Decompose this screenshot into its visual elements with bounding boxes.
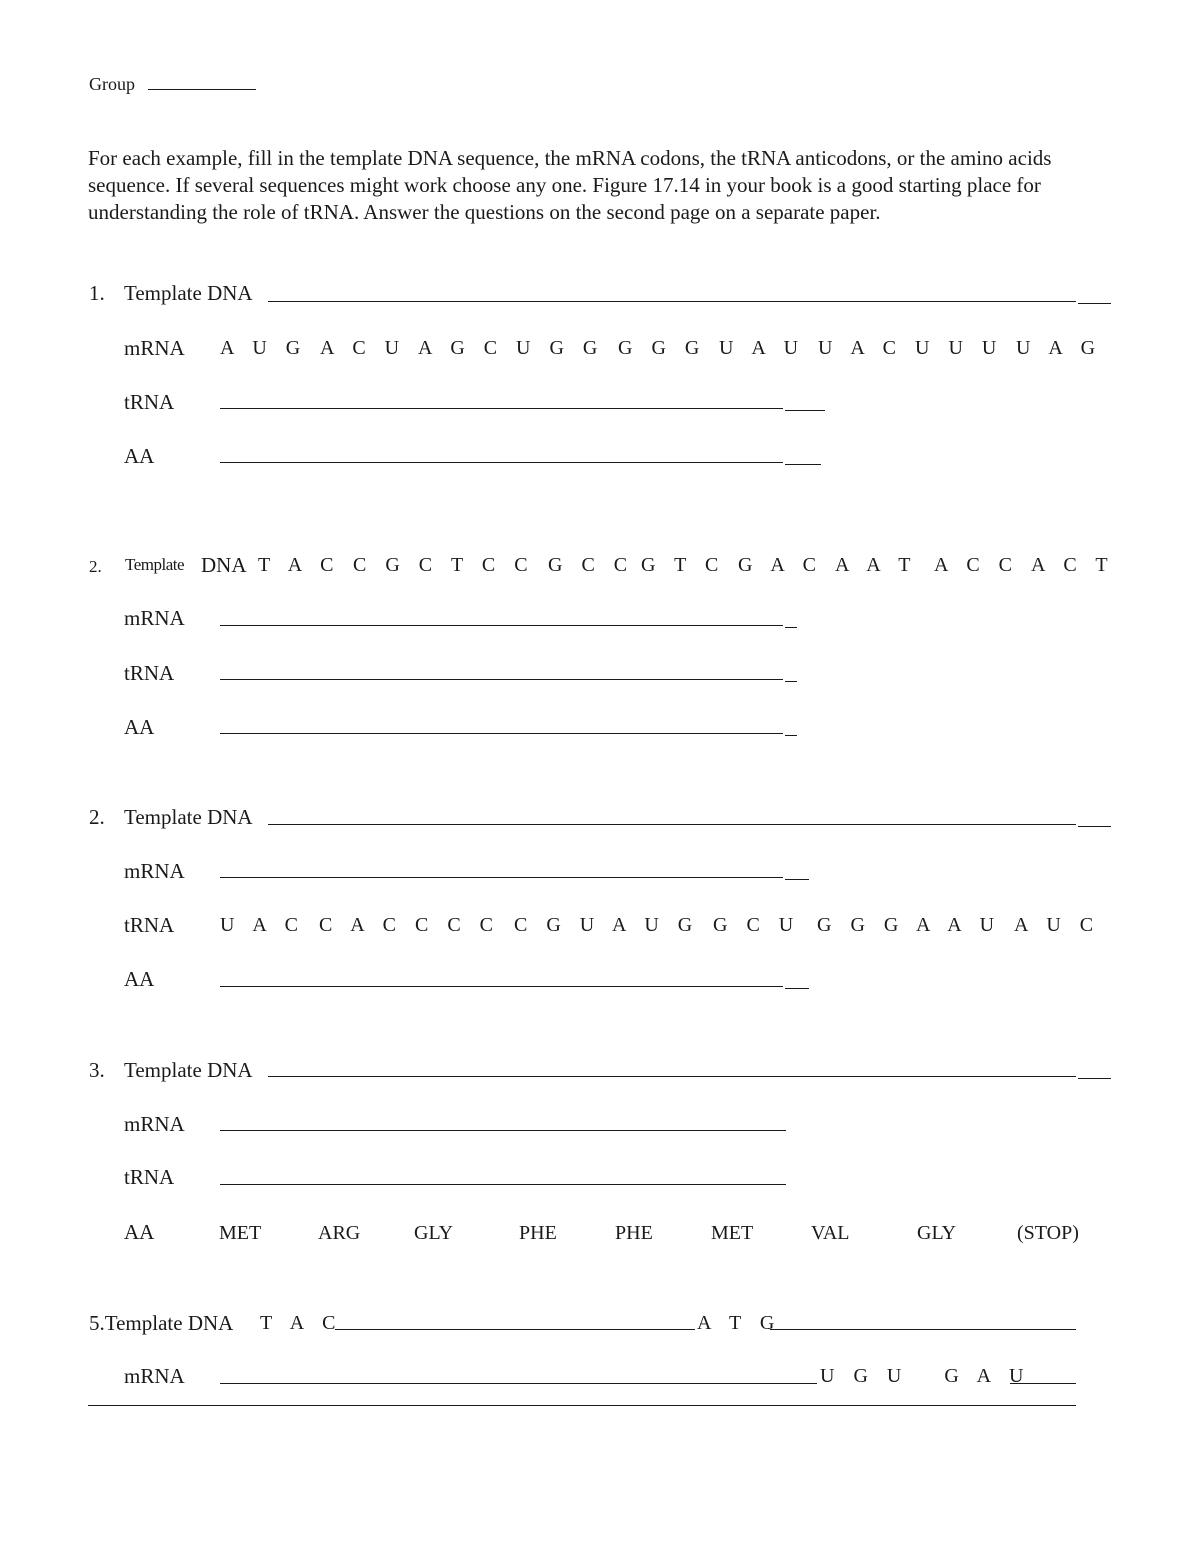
problem-2-dna-label: DNA bbox=[201, 553, 247, 577]
mrna-codon: U U U bbox=[915, 337, 1004, 359]
problem-3-template-blank[interactable] bbox=[268, 824, 1076, 825]
mrna-codon: A G C bbox=[418, 337, 505, 359]
amino-acid: VAL bbox=[811, 1222, 850, 1244]
problem-5-template-blank-2[interactable] bbox=[770, 1329, 1076, 1330]
trna-anticodon: U A C bbox=[220, 914, 306, 936]
problem-1-trna-blank-tail[interactable] bbox=[785, 410, 825, 411]
problem-1-template-blank-tail[interactable] bbox=[1078, 303, 1111, 304]
problem-2-number: 2. bbox=[89, 557, 102, 576]
problem-3-template-label: Template DNA bbox=[124, 805, 253, 829]
mrna-codon: U G G bbox=[516, 337, 605, 359]
problem-4-trna-blank[interactable] bbox=[220, 1184, 786, 1185]
problem-3-number: 2. bbox=[89, 805, 105, 829]
problem-4-aa-label: AA bbox=[124, 1220, 155, 1244]
template-codon: C G C bbox=[353, 554, 440, 576]
problem-2-mrna-label: mRNA bbox=[124, 606, 185, 630]
problem-5-mrna-end: U G U G A U bbox=[820, 1365, 1031, 1387]
problem-2-trna-blank-tail[interactable] bbox=[785, 681, 797, 682]
trna-anticodon: A U G bbox=[612, 914, 700, 936]
trna-anticodon: C C C bbox=[415, 914, 501, 936]
amino-acid: MET bbox=[219, 1222, 262, 1244]
trna-anticodon: A A U bbox=[916, 914, 1002, 936]
problem-1-trna-label: tRNA bbox=[124, 390, 175, 414]
problem-1-aa-label: AA bbox=[124, 444, 155, 468]
problem-2-template-label: Template bbox=[125, 555, 185, 574]
template-codon: G A C bbox=[738, 554, 824, 576]
mrna-codon: A U G bbox=[220, 337, 308, 359]
problem-1-template-blank[interactable] bbox=[268, 301, 1076, 302]
template-codon: T A C bbox=[258, 554, 341, 576]
amino-acid: (STOP) bbox=[1017, 1222, 1079, 1244]
problem-1-mrna-label: mRNA bbox=[124, 336, 185, 360]
problem-2-mrna-blank[interactable] bbox=[220, 625, 783, 626]
template-codon: G T C bbox=[641, 554, 726, 576]
group-label: Group bbox=[89, 74, 135, 94]
amino-acid: GLY bbox=[414, 1222, 454, 1244]
trna-anticodon: G C U bbox=[713, 914, 801, 936]
bottom-rule bbox=[88, 1405, 1076, 1406]
problem-3-mrna-blank[interactable] bbox=[220, 877, 783, 878]
problem-1-number: 1. bbox=[89, 281, 105, 305]
template-codon: A C T bbox=[1031, 554, 1115, 576]
problem-5-template-middle: A T G bbox=[697, 1312, 782, 1334]
problem-1-aa-blank[interactable] bbox=[220, 462, 783, 463]
problem-1-aa-blank-tail[interactable] bbox=[785, 464, 821, 465]
problem-4-mrna-blank[interactable] bbox=[220, 1130, 786, 1131]
template-codon: G C C bbox=[548, 554, 635, 576]
problem-2-aa-label: AA bbox=[124, 715, 155, 739]
template-codon: A C C bbox=[934, 554, 1020, 576]
problem-4-trna-label: tRNA bbox=[124, 1165, 175, 1189]
amino-acid: PHE bbox=[615, 1222, 653, 1244]
template-codon: T C C bbox=[451, 554, 535, 576]
instructions-paragraph: For each example, fill in the template DNA sequence, the mRNA codons, the tRNA anticodons, or the amino acids sequence. If several sequences might work choose any one. Figure 17.14 in your book is a good starting place for understanding the role of tRNA. Answer the questions on the second page on a separate paper. bbox=[88, 146, 1052, 224]
problem-4-template-blank[interactable] bbox=[268, 1076, 1076, 1077]
mrna-codon: U A U bbox=[719, 337, 806, 359]
trna-anticodon: G G G bbox=[817, 914, 906, 936]
amino-acid: GLY bbox=[917, 1222, 957, 1244]
problem-2-mrna-blank-tail[interactable] bbox=[785, 627, 797, 628]
problem-3-template-blank-tail[interactable] bbox=[1078, 826, 1111, 827]
problem-2-aa-blank[interactable] bbox=[220, 733, 783, 734]
problem-2-trna-blank[interactable] bbox=[220, 679, 783, 680]
problem-2-trna-label: tRNA bbox=[124, 661, 175, 685]
problem-5-template-label: 5.Template DNA bbox=[89, 1311, 234, 1335]
trna-anticodon: C A C bbox=[319, 914, 403, 936]
problem-5-mrna-blank[interactable] bbox=[220, 1383, 817, 1384]
problem-1-trna-blank[interactable] bbox=[220, 408, 783, 409]
problem-4-template-label: Template DNA bbox=[124, 1058, 253, 1082]
problem-4-mrna-label: mRNA bbox=[124, 1112, 185, 1136]
trna-anticodon: C G U bbox=[514, 914, 602, 936]
mrna-codon: U A G bbox=[1016, 337, 1103, 359]
trna-anticodon: A U C bbox=[1014, 914, 1101, 936]
problem-2-aa-blank-tail[interactable] bbox=[785, 735, 797, 736]
problem-5-template-blank-1[interactable] bbox=[335, 1329, 695, 1330]
mrna-codon: G G G bbox=[618, 337, 707, 359]
problem-4-number: 3. bbox=[89, 1058, 105, 1082]
amino-acid: MET bbox=[711, 1222, 754, 1244]
amino-acid: PHE bbox=[519, 1222, 557, 1244]
problem-3-trna-label: tRNA bbox=[124, 913, 175, 937]
problem-3-aa-label: AA bbox=[124, 967, 155, 991]
problem-4-template-blank-tail[interactable] bbox=[1078, 1078, 1111, 1079]
mrna-codon: U A C bbox=[818, 337, 904, 359]
template-codon: A A T bbox=[835, 554, 918, 576]
problem-3-mrna-blank-tail[interactable] bbox=[785, 879, 809, 880]
problem-1-template-label: Template DNA bbox=[124, 281, 253, 305]
mrna-codon: A C U bbox=[320, 337, 407, 359]
problem-5-template-start: T A C bbox=[260, 1312, 343, 1334]
problem-5-mrna-blank-tail[interactable] bbox=[1010, 1383, 1076, 1384]
problem-3-aa-blank[interactable] bbox=[220, 986, 783, 987]
group-blank[interactable] bbox=[148, 89, 256, 90]
problem-5-mrna-label: mRNA bbox=[124, 1364, 185, 1388]
amino-acid: ARG bbox=[318, 1222, 361, 1244]
problem-3-aa-blank-tail[interactable] bbox=[785, 988, 809, 989]
problem-3-mrna-label: mRNA bbox=[124, 859, 185, 883]
